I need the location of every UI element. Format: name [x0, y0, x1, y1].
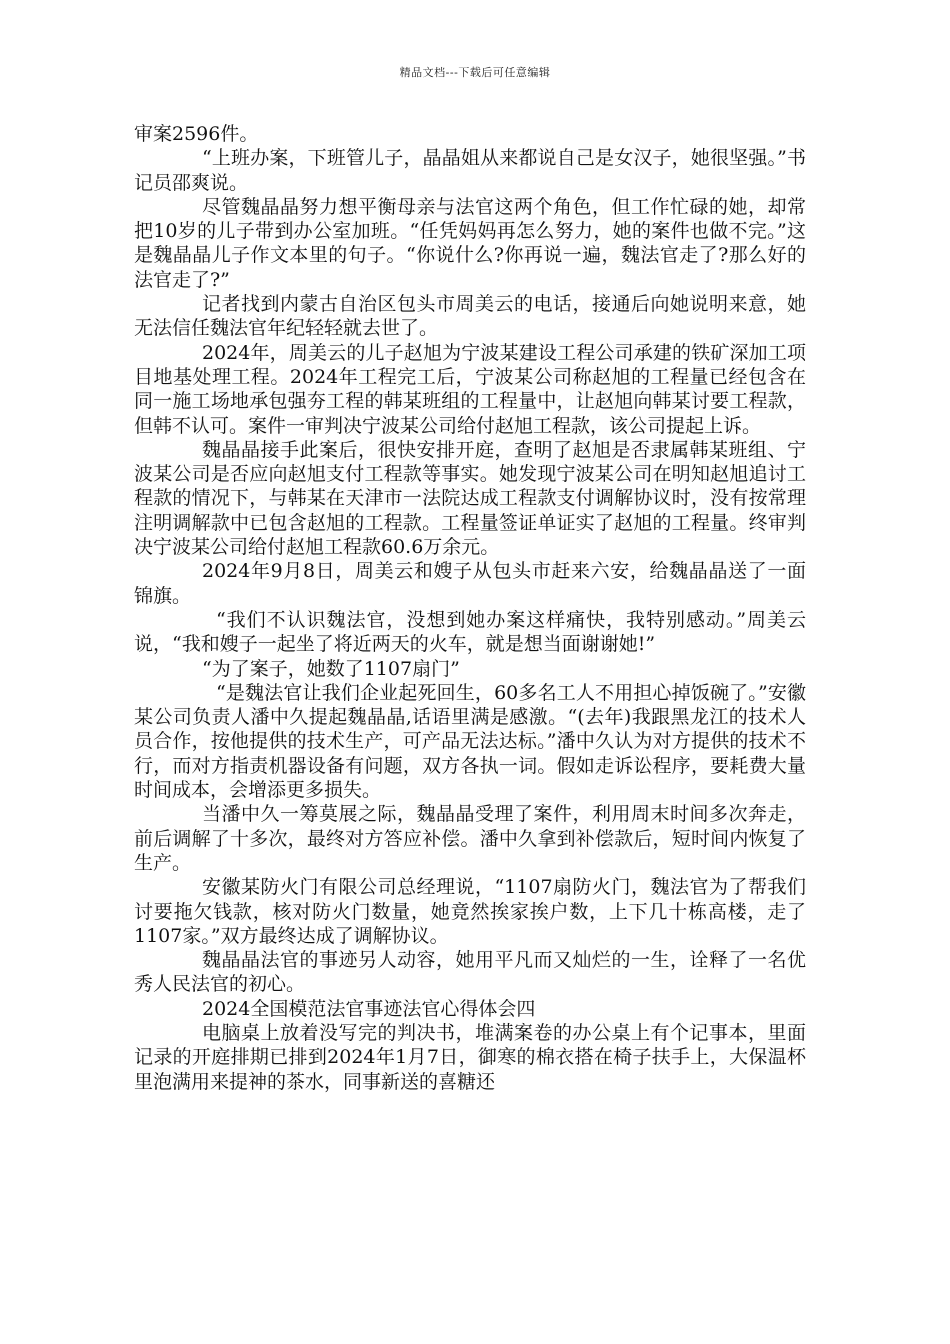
paragraph: “我们不认识魏法官，没想到她办案这样痛快，我特别感动。”周美云说，“我和嫂子一起坐了将近两天的火车，就是想当面谢谢她!”	[134, 608, 806, 656]
paragraph: 记者找到内蒙古自治区包头市周美云的电话，接通后向她说明来意，她无法信任魏法官年纪轻轻就去世了。	[134, 293, 806, 340]
document-body	[134, 122, 806, 1094]
paragraph: “是魏法官让我们企业起死回生，60多名工人不用担心掉饭碗了。”安徽某公司负责人潘中久提起魏晶晶,话语里满是感激。“(去年)我跟黑龙江的技术人员合作，按他提供的技术生产，可产品无法达标。”潘中久认为对方提供的技术不行，而对方指责机器设备有问题，双方各执一词。假如走诉讼程序，要耗费大量时间成本，会增添更多损失。	[134, 681, 806, 802]
section-heading: “为了案子，她数了1107扇门”	[202, 657, 460, 680]
paragraph: 安徽某防火门有限公司总经理说，“1107扇防火门，魏法官为了帮我们讨要拖欠钱款，核对防火门数量，她竟然挨家挨户数，上下几十栋高楼，走了1107家。”双方最终达成了调解协议。	[134, 876, 806, 947]
paragraph: 2024年，周美云的儿子赵旭为宁波某建设工程公司承建的铁矿深加工项目地基处理工程。2024年工程完工后，宁波某公司称赵旭的工程量已经包含在同一施工场地承包强夯工程的韩某班组的工程量中，让赵旭向韩某讨要工程款，但韩不认可。案件一审判决宁波某公司给付赵旭工程款，该公司提起上诉。	[134, 341, 806, 437]
section-heading: 2024全国模范法官事迹法官心得体会四	[202, 997, 536, 1020]
paragraph: “上班办案，下班管儿子，晶晶姐从来都说自己是女汉子，她很坚强。”书记员邵爽说。	[134, 147, 806, 194]
paragraph: 审案2596件。	[134, 123, 259, 145]
page-header: 精品文档---下载后可任意编辑	[399, 66, 551, 79]
paragraph: 尽管魏晶晶努力想平衡母亲与法官这两个角色，但工作忙碌的她，却常把10岁的儿子带到办公室加班。“任凭妈妈再怎么努力，她的案件也做不完。”这是魏晶晶儿子作文本里的句子。“你说什么?你再说一遍，魏法官走了?那么好的法官走了?”	[134, 195, 806, 291]
paragraph: 魏晶晶法官的事迹另人动容，她用平凡而又灿烂的一生，诠释了一名优秀人民法官的初心。	[134, 949, 806, 996]
paragraph: 当潘中久一筹莫展之际，魏晶晶受理了案件，利用周末时间多次奔走，前后调解了十多次，最终对方答应补偿。潘中久拿到补偿款后，短时间内恢复了生产。	[134, 803, 806, 874]
paragraph: 电脑桌上放着没写完的判决书，堆满案卷的办公桌上有个记事本，里面记录的开庭排期已排到2024年1月7日，御寒的棉衣搭在椅子扶手上，大保温杯里泡满用来提神的茶水，同事新送的喜糖还	[134, 1021, 806, 1093]
paragraph: 魏晶晶接手此案后，很快安排开庭，查明了赵旭是否隶属韩某班组、宁波某公司是否应向赵旭支付工程款等事实。她发现宁波某公司在明知赵旭追讨工程款的情况下，与韩某在天津市一法院达成工程款支付调解协议时，没有按常理注明调解款中已包含赵旭的工程款。工程量签证单证实了赵旭的工程量。终审判决宁波某公司给付赵旭工程款60.6万余元。	[134, 438, 806, 559]
paragraph: 2024年9月8日，周美云和嫂子从包头市赶来六安，给魏晶晶送了一面锦旗。	[134, 560, 806, 607]
